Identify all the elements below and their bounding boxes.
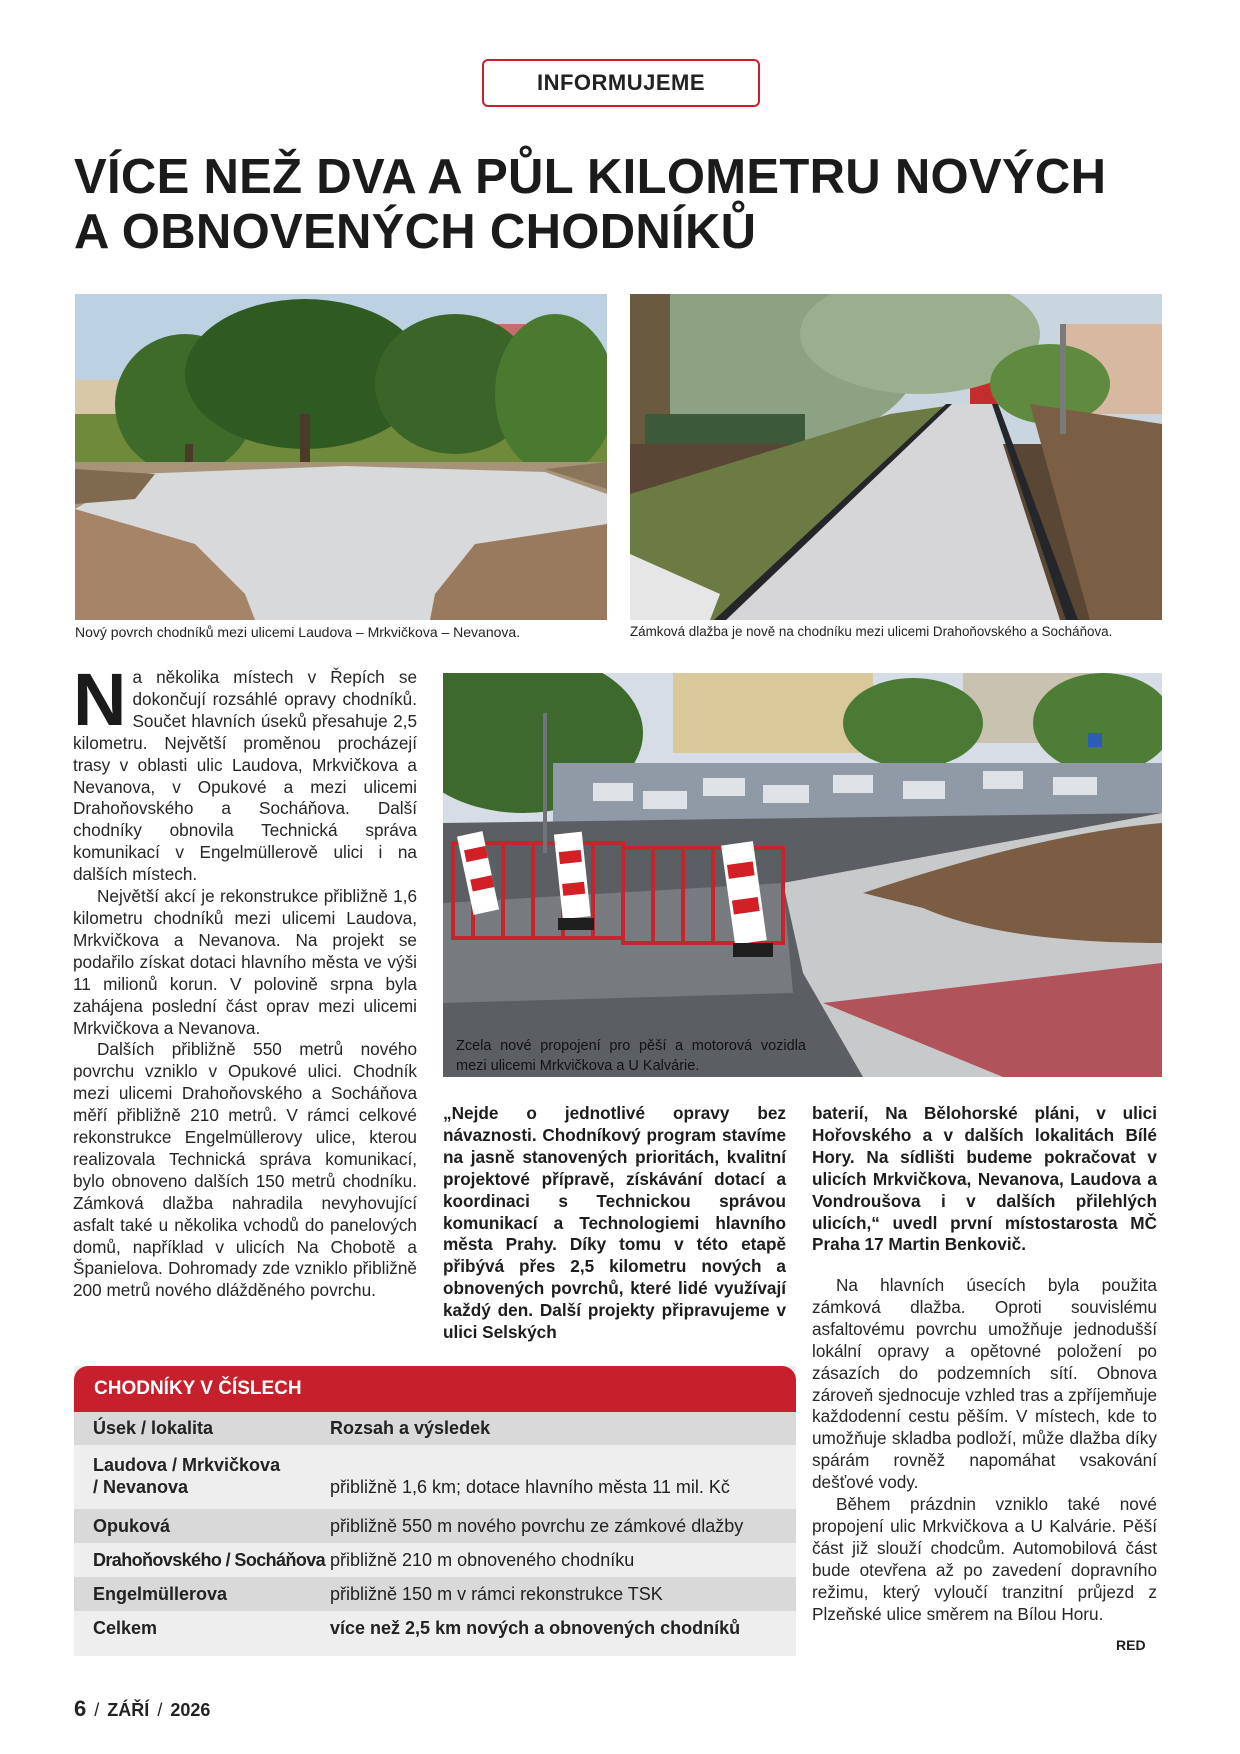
table-cell-key: / Nevanova	[93, 1477, 189, 1497]
headline-line-1: VÍCE NEŽ DVA A PŮL KILOMETRU NOVÝCH	[74, 150, 1107, 204]
photo-caption-center: Zcela nové propojení pro pěší a motorová vozidla mezi ulicemi Mrkvičkova a U Kalvárie.	[456, 1038, 806, 1074]
table-cell-key: Celkem	[93, 1618, 158, 1638]
drop-cap: N	[73, 658, 127, 741]
photo-caption-left: Nový povrch chodníků mezi ulicemi Laudova – Mrkvičkova – Nevanova.	[75, 624, 521, 640]
table-cell-key: Laudova / Mrkvičkova	[93, 1455, 281, 1475]
footer-separator: /	[94, 1700, 100, 1720]
table-row	[74, 1509, 796, 1543]
page-number: 6	[74, 1696, 87, 1721]
table-cell-value: přibližně 1,6 km; dotace hlavního města 11 mil. Kč	[330, 1477, 730, 1497]
article-paragraph-4: Na hlavních úsecích byla použita zámková dlažba. Oproti souvislému asfaltovému povrchu umožňuje jednodušší lokální opravy a opětovné položení po zásazích do podzemních sítí. Obnova zároveň sjednocuje vzhled tras a zpříjemňuje každodenní cestu pěším. V místech, kde to umožňuje skladba podloží, může dlažba díky spárám rovněž napomáhat vsakování dešťové vody.	[812, 1275, 1157, 1493]
issue-year: 2026	[170, 1700, 211, 1720]
table-cell-value: více než 2,5 km nových a obnovených chodníků	[330, 1618, 741, 1638]
table-cell-key: Drahoňovského / Socháňova	[93, 1550, 326, 1570]
article-signoff: RED	[1116, 1637, 1146, 1653]
quote-part-2: baterií, Na Bělohorské pláni, v ulici Hořovského a v dalších lokalitách Bílé Hory. Na sídlišti budeme pokračovat v ulicích Mrkvičkova, Nevanova, Laudova a Vondroušova i v dalších přilehlých ulicích,“ uvedl první místostarosta MČ Praha 17 Martin Benkovič.	[812, 1103, 1157, 1255]
stats-table-title: CHODNÍKY V ČÍSLECH	[74, 1366, 796, 1412]
article-paragraph-5: Během prázdnin vzniklo také nové propojení ulic Mrkvičkova a U Kalvárie. Pěší část již slouží chodcům. Automobilová část bude otevřena až po zavedení dopravního režimu, který vyloučí tranzitní průjezd z Plzeňské ulice směrem na Bílou Horu.	[812, 1494, 1157, 1624]
table-row	[74, 1577, 796, 1611]
table-row-total	[74, 1611, 796, 1645]
article-paragraph-1: a několika místech v Řepích se dokončují rozsáhlé opravy chodníků. Součet hlavních úseků přesahuje 2,5 kilometru. Největší proměnou procházejí trasy v oblasti ulic Laudova, Mrkvičkova a Nevanova, v Opukové a mezi ulicemi Drahoňovského a Socháňova. Další chodníky obnovila Technická správa komunikací v Engelmüllerově ulici i na dalších místech.	[73, 667, 417, 885]
table-cell-value: přibližně 150 m v rámci rekonstrukce TSK	[330, 1584, 663, 1604]
article-paragraph-3: Dalších přibližně 550 metrů nového povrchu vzniklo v Opukové ulici. Chodník mezi ulicemi Drahoňovského a Socháňova měří přibližně 210 metrů. V rámci celkové rekonstrukce Engelmüllerovy ulice, kterou realizovala Technická správa komunikací, bylo obnoveno dalších 150 metrů chodníku. Zámková dlažba nahradila nevyhovující asfalt také u několika vchodů do panelových domů, například v ulicích Na Chobotě a Španielova. Dohromady zde vzniklo přibližně 200 metrů nového dlážděného povrchu.	[73, 1039, 417, 1301]
article-headline	[74, 150, 1184, 260]
photo-paved-path	[630, 294, 1162, 620]
issue-month: ZÁŘÍ	[107, 1700, 150, 1720]
table-row	[74, 1445, 796, 1509]
table-column-header: Rozsah a výsledek	[330, 1418, 491, 1438]
photo-new-connection	[443, 673, 1162, 1077]
page-footer	[74, 1696, 210, 1722]
headline-line-2: A OBNOVENÝCH CHODNÍKŮ	[74, 205, 757, 259]
quote-column-right	[812, 1103, 1157, 1256]
quote-column-middle	[443, 1103, 786, 1344]
table-cell-value: přibližně 550 m nového povrchu ze zámkové dlažby	[330, 1516, 744, 1536]
stats-table	[74, 1366, 796, 1656]
article-column-left	[73, 658, 417, 1302]
table-cell-key: Opuková	[93, 1516, 171, 1536]
quote-part-1: „Nejde o jednotlivé opravy bez návaznosti. Chodníkový program stavíme na jasně stanovených prioritách, kvalitní projektové přípravě, získávání dotací a koordinaci s Technickou správou komunikací a Technologiemi hlavního města Prahy. Díky tomu v této etapě přibývá přes 2,5 kilometru nových a obnovených povrchů, které lidé využívají každý den. Další projekty připravujeme v ulici Selských	[443, 1103, 786, 1343]
photo-park-paths	[75, 294, 607, 620]
table-header-row	[74, 1412, 796, 1445]
table-cell-key: Engelmüllerova	[93, 1584, 228, 1604]
table-row	[74, 1543, 796, 1577]
footer-separator: /	[157, 1700, 163, 1720]
photo-caption-right: Zámková dlažba je nově na chodníku mezi ulicemi Drahoňovského a Socháňova.	[630, 624, 1113, 639]
table-cell-value: přibližně 210 m obnoveného chodníku	[330, 1550, 635, 1570]
article-column-right	[812, 1275, 1157, 1626]
section-tag: INFORMUJEME	[482, 59, 760, 107]
table-column-header: Úsek / lokalita	[93, 1418, 214, 1438]
article-paragraph-2: Největší akcí je rekonstrukce přibližně 1,6 kilometru chodníků mezi ulicemi Laudova, Mrkvičkova a Nevanova. Na projekt se podařilo získat dotaci hlavního města ve výši 11 milionů korun. V polovině srpna byla zahájena poslední část oprav mezi ulicemi Mrkvičkova a Nevanova.	[73, 886, 417, 1038]
